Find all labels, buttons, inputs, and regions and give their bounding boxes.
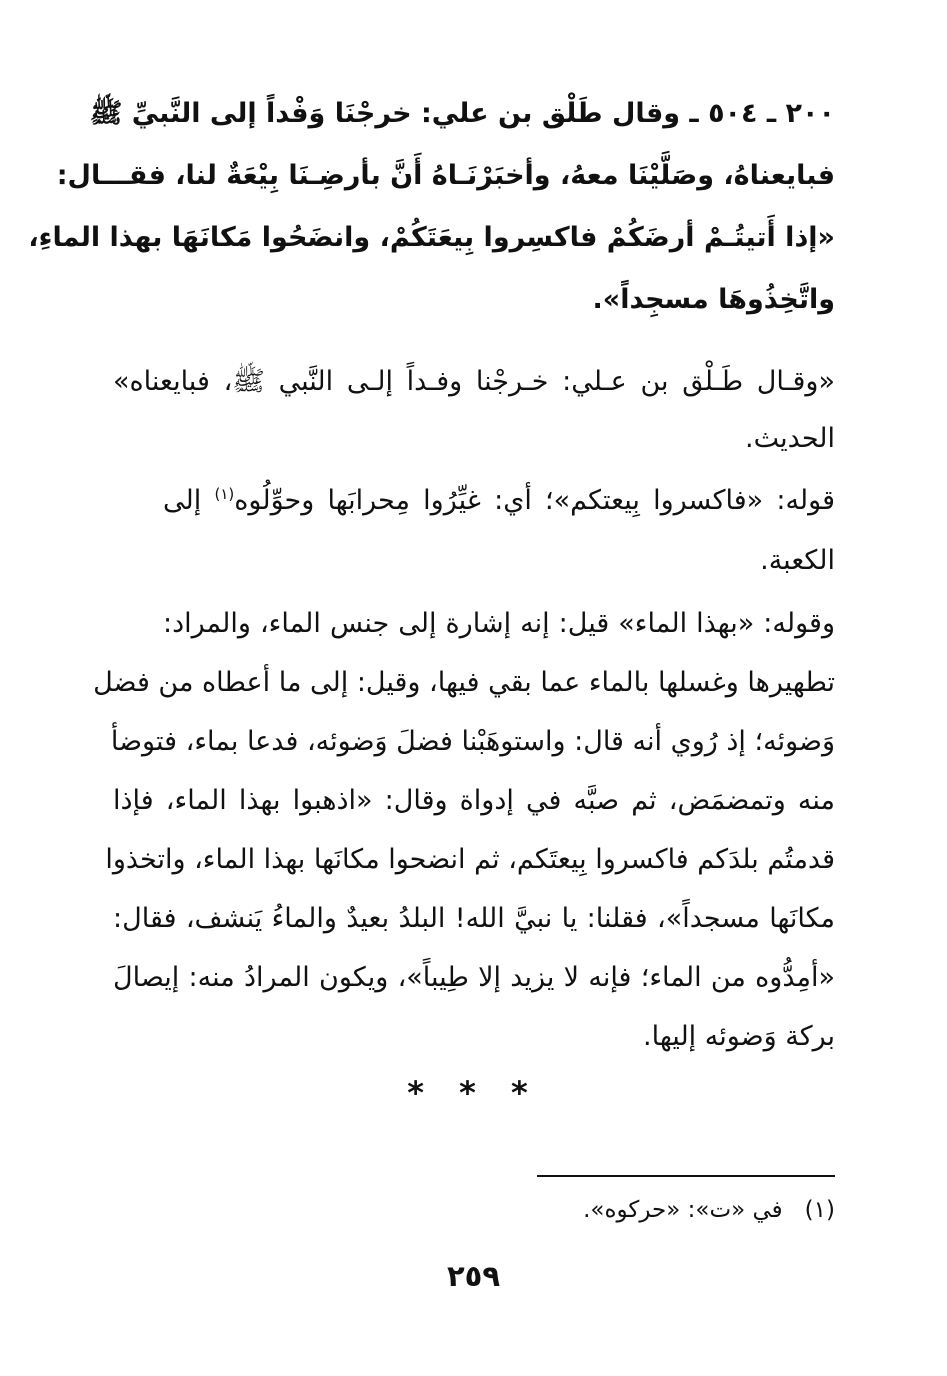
hadith-line-3: «إذا أَتيتُـمْ أرضَكُمْ فاكسِروا بِيعَتَكُمْ، وانضَحُوا مَكانَهَا بهذا الماءِ، [28, 222, 835, 253]
commentary-p3-line-1: وقوله: «بهذا الماء» قيل: إنه إشارة إلى جنس الماء، والمراد: [163, 608, 835, 639]
section-separator: * * * [407, 1074, 540, 1112]
commentary-p2-line-2: الكعبة. [760, 545, 835, 576]
commentary-p3-line-3: وَضوئه؛ إذ رُوي أنه قال: واستوهَبْنا فضلَ وَضوئه، فدعا بماء، فتوضأ [110, 726, 835, 757]
footnote-divider [537, 1175, 835, 1177]
hadith-line-4: واتَّخِذُوهَا مسجِداً». [592, 284, 835, 315]
commentary-p3-line-6: مكانَها مسجداً»، فقلنا: يا نبيَّ الله! البلدُ بعيدٌ والماءُ يَنشف، فقال: [113, 903, 835, 934]
hadith-line-2: فبايعناهُ، وصَلَّيْنَا معهُ، وأخبَرْنَـاهُ أَنَّ بأرضِـنَا بِيْعَةٌ لنا، فقـــال: [56, 160, 835, 191]
commentary-p3-line-4: منه وتمضمَض، ثم صبَّه في إدواة وقال: «اذهبوا بهذا الماء، فإذا [113, 785, 835, 816]
commentary-p1-line-1: «وقـال طَـلْق بن عـلي: خـرجْنا وفـداً إلـى النَّبي ﷺ، فبايعناه» [113, 366, 835, 397]
footnote [113, 1188, 835, 1232]
footnote-number: (١) [804, 1197, 835, 1223]
commentary-p2-text: قوله: «فاكسروا بِيعتكم»؛ أي: غيِّرُوا مِحرابَها وحوِّلُوه [234, 485, 835, 516]
footnote-reference: (١) [214, 485, 235, 503]
hadith-line-1: ٢٠٠ ـ ٥٠٤ ـ وقال طَلْق بن علي: خرجْنَا وَفْداً إلى النَّبيِّ ﷺ [89, 98, 835, 129]
commentary-p3-line-5: قدمتُم بلدَكم فاكسروا بِيعتَكم، ثم انضحوا مكانَها بهذا الماء، واتخذوا [105, 844, 835, 875]
commentary-p1-line-2: الحديث. [745, 423, 835, 454]
commentary-p2-line-1 [163, 470, 835, 532]
commentary-p3-line-2: تطهيرها وغسلها بالماء عما بقي فيها، وقيل: إلى ما أعطاه من فضل [93, 667, 835, 698]
commentary-p2-text-end: إلى [163, 485, 215, 516]
footnote-text: في «ت»: «حركوه». [583, 1197, 783, 1223]
commentary-p3-line-8: بركة وَضوئه إليها. [643, 1021, 835, 1052]
commentary-p3-line-7: «أمِدُّوه من الماء؛ فإنه لا يزيد إلا طِيباً»، ويكون المرادُ منه: إيصالَ [113, 962, 835, 993]
page-number: ٢٥٩ [446, 1259, 501, 1293]
